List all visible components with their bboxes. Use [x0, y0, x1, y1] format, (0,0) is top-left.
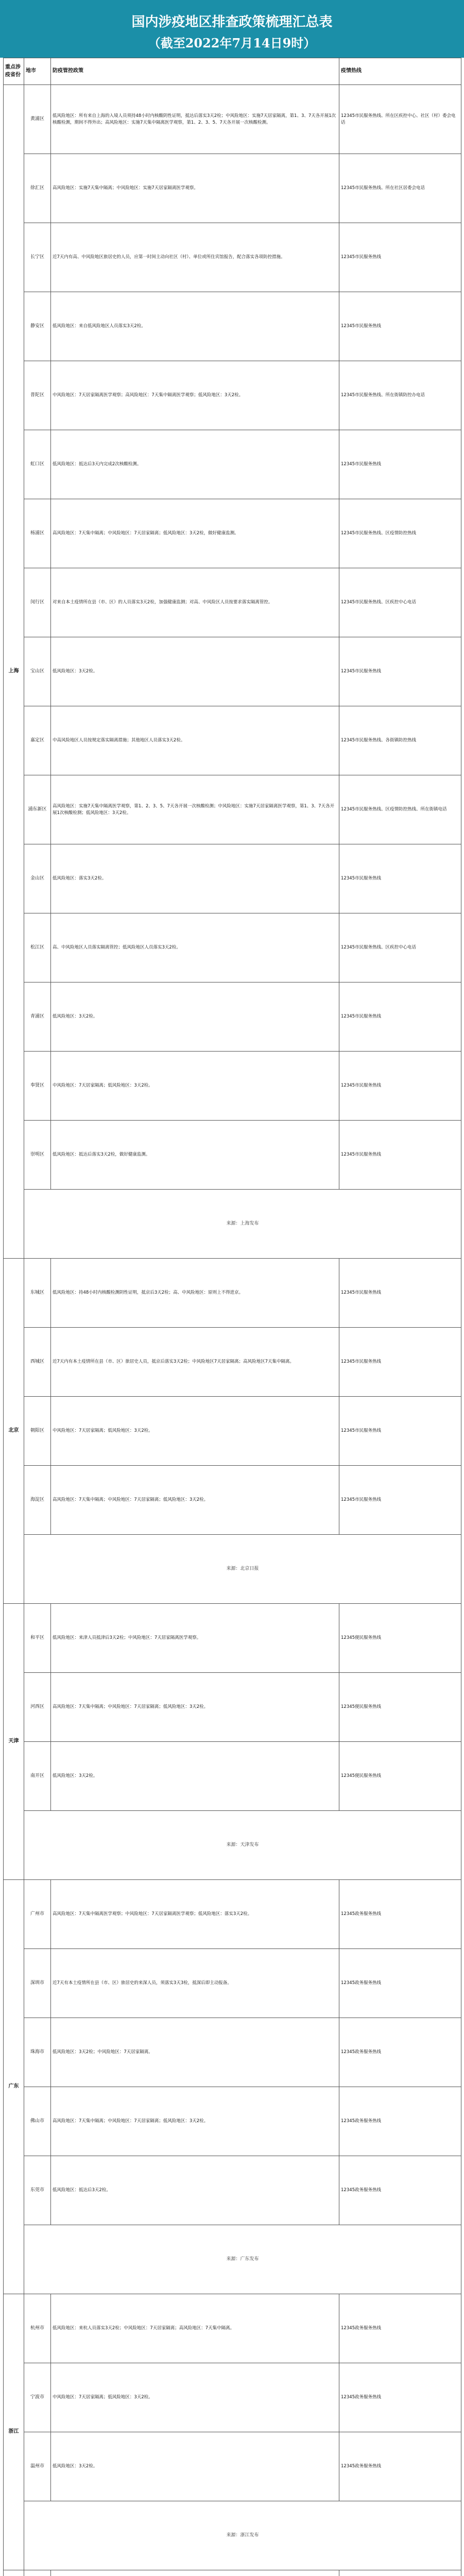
city-cell: 和平区 [24, 1604, 51, 1673]
table-row [4, 292, 461, 361]
table-row [4, 499, 461, 568]
table-row [4, 1949, 461, 2018]
city-cell: 静安区 [24, 292, 51, 361]
header-policy: 防疫管控政策 [51, 58, 339, 85]
table-row [4, 637, 461, 706]
table-row [4, 430, 461, 499]
source-note: 来源：上海发布 [24, 1190, 461, 1259]
city-cell: 徐汇区 [24, 154, 51, 223]
source-note: 来源：广东发布 [24, 2225, 461, 2294]
policy-cell: 低风险地区：来津人员抵津后3天2检；中风险地区：7天居家隔离医学观察。 [51, 1604, 339, 1673]
city-cell: 珠海市 [24, 2018, 51, 2087]
table-row [4, 361, 461, 430]
city-cell: 东城区 [24, 1259, 51, 1328]
policy-cell: 低风险地区：来自低风险地区人员落实3天2检。 [51, 292, 339, 361]
hotline-cell: 12345市民服务热线 [339, 844, 461, 913]
source-row [4, 1811, 461, 1880]
city-cell: 宁波市 [24, 2363, 51, 2432]
policy-cell: 高风险地区：实施7天集中隔离医学观察，第1、2、3、5、7天各开展一次核酸检测；中风险地区：实施7天居家隔离医学观察，第1、3、7天各开展1次核酸检测；低风险地区：3天2检。 [51, 775, 339, 844]
table-row [4, 1880, 461, 1949]
table-row [4, 2432, 461, 2501]
table-row [4, 1052, 461, 1121]
city-cell: 普陀区 [24, 361, 51, 430]
policy-cell: 低风险地区：3天2检。 [51, 982, 339, 1052]
hotline-cell: 12345市民服务热线 [339, 1121, 461, 1190]
source-note: 来源：浙江发布 [24, 2501, 461, 2570]
table-row [4, 2294, 461, 2363]
hotline-cell: 12345市民服务热线、区疫情防控热线 [339, 499, 461, 568]
hotline-cell: 12345政务服务热线 [339, 1880, 461, 1949]
city-cell: 西城区 [24, 1328, 51, 1397]
policy-cell: 低风险地区：落实3天2检。 [51, 844, 339, 913]
hotline-cell: 12345市民服务热线、区疫情防控热线、所在街镇电话 [339, 775, 461, 844]
city-cell: 朝阳区 [24, 1397, 51, 1466]
policy-cell: 高风险地区：实施7天集中隔离；中风险地区：实施7天居家隔离医学观察。 [51, 154, 339, 223]
hotline-cell [339, 2570, 461, 2576]
hotline-cell: 12345政务服务热线 [339, 2087, 461, 2156]
hotline-cell: 12345市民服务热线 [339, 1328, 461, 1397]
city-cell: 嘉定区 [24, 706, 51, 775]
table-body [4, 85, 461, 2576]
city-cell: 宝山区 [24, 637, 51, 706]
city-cell: 金山区 [24, 844, 51, 913]
city-cell: 奉贤区 [24, 1052, 51, 1121]
hotline-cell: 12345政务服务热线 [339, 2294, 461, 2363]
policy-cell: 低风险地区：抵达后3天2检。 [51, 2156, 339, 2225]
table-row [4, 223, 461, 292]
hotline-cell: 12345政务服务热线 [339, 1949, 461, 2018]
table-row [4, 2018, 461, 2087]
policy-cell [51, 2570, 339, 2576]
policy-cell: 高风险地区：7天集中隔离；中风险地区：7天居家隔离；低风险地区：3天2检，做好健康监测。 [51, 499, 339, 568]
table-row [4, 706, 461, 775]
city-cell: 南开区 [24, 1742, 51, 1811]
province-cell: 浙江 [4, 2294, 24, 2570]
table-row [4, 1328, 461, 1397]
table-row [4, 2156, 461, 2225]
policy-cell: 低风险地区：抵达后落实3天2检，做好健康监测。 [51, 1121, 339, 1190]
hotline-cell: 12345便民服务热线 [339, 1604, 461, 1673]
city-cell: 深圳市 [24, 1949, 51, 2018]
table-row [4, 1742, 461, 1811]
province-cell: 北京 [4, 1259, 24, 1604]
policy-cell: 中风险地区：7天居家隔离医学观察；高风险地区：7天集中隔离医学观察；低风险地区：3天2检。 [51, 361, 339, 430]
header-hotline: 疫情热线 [339, 58, 461, 85]
source-note: 来源：北京日报 [24, 1535, 461, 1604]
city-cell: 黄浦区 [24, 85, 51, 154]
table-row [4, 913, 461, 982]
hotline-cell: 12345政务服务热线 [339, 2363, 461, 2432]
city-cell: 东莞市 [24, 2156, 51, 2225]
policy-cell: 低风险地区：持48小时内核酸检测阴性证明，抵京后3天2检；高、中风险地区：原则上不得进京。 [51, 1259, 339, 1328]
policy-table [3, 58, 461, 2576]
table-header-row [4, 58, 461, 85]
table-row [4, 1466, 461, 1535]
city-cell: 杭州市 [24, 2294, 51, 2363]
table-row [4, 982, 461, 1052]
policy-cell: 对来自本土疫情所在县（市、区）的人员落实3天2检，加强健康监测；对高、中风险区人员按要求落实隔离管控。 [51, 568, 339, 637]
city-cell [24, 2570, 51, 2576]
policy-cell: 中风险地区：7天居家隔离；低风险地区：3天2检。 [51, 1397, 339, 1466]
policy-cell: 低风险地区：3天2检；中风险地区：7天居家隔离。 [51, 2018, 339, 2087]
source-row [4, 2501, 461, 2570]
hotline-cell: 12345市民服务热线 [339, 1397, 461, 1466]
source-row [4, 2225, 461, 2294]
hotline-cell: 12345市民服务热线、所在区疾控中心、社区（村）委会电话 [339, 85, 461, 154]
policy-cell: 低风险地区：3天2检。 [51, 1742, 339, 1811]
source-note: 来源：天津发布 [24, 1811, 461, 1880]
table-row [4, 1673, 461, 1742]
city-cell: 长宁区 [24, 223, 51, 292]
hotline-cell: 12345市民服务热线、各街镇防控热线 [339, 706, 461, 775]
city-cell: 青浦区 [24, 982, 51, 1052]
policy-cell: 高、中风险地区人员落实隔离管控；低风险地区人员落实3天2检。 [51, 913, 339, 982]
province-cell: 天津 [4, 1604, 24, 1880]
policy-cell: 近7天内有高、中风险地区旅居史的人员，应第一时间主动向社区（村）、单位或所住宾馆报告，配合落实各项防控措施。 [51, 223, 339, 292]
source-row [4, 1190, 461, 1259]
province-cell: 上海 [4, 85, 24, 1259]
table-row [4, 775, 461, 844]
city-cell: 海淀区 [24, 1466, 51, 1535]
hotline-cell: 12345市民服务热线、区疾控中心电话 [339, 913, 461, 982]
policy-cell: 高风险地区：7天集中隔离医学观察；中风险地区：7天居家隔离医学观察；低风险地区：落实3天2检。 [51, 1880, 339, 1949]
city-cell: 河西区 [24, 1673, 51, 1742]
table-row [4, 85, 461, 154]
policy-cell: 低风险地区：抵达后3天内完成2次核酸检测。 [51, 430, 339, 499]
policy-cell: 中风险地区：7天居家隔离；低风险地区：3天2检。 [51, 1052, 339, 1121]
city-cell: 崇明区 [24, 1121, 51, 1190]
hotline-cell: 12345市民服务热线 [339, 637, 461, 706]
policy-cell: 高风险地区：7天集中隔离；中风险地区：7天居家隔离；低风险地区：3天2检。 [51, 1673, 339, 1742]
policy-cell: 高风险地区：7天集中隔离；中风险地区：7天居家隔离；低风险地区：3天2检。 [51, 1466, 339, 1535]
table-row [4, 844, 461, 913]
hotline-cell: 12345市民服务热线、区疾控中心电话 [339, 568, 461, 637]
document-title: 国内涉疫地区排查政策梳理汇总表 [131, 14, 333, 30]
policy-cell: 低风险地区：3天2检。 [51, 637, 339, 706]
hotline-cell: 12345市民服务热线 [339, 1259, 461, 1328]
city-cell: 虹口区 [24, 430, 51, 499]
hotline-cell: 12345市民服务热线、所在街镇防控办电话 [339, 361, 461, 430]
city-cell: 温州市 [24, 2432, 51, 2501]
city-cell: 浦东新区 [24, 775, 51, 844]
hotline-cell: 12345市民服务热线、所在社区居委会电话 [339, 154, 461, 223]
policy-cell: 近7天内有本土疫情所在县（市、区）旅居史人员，抵京后落实3天2检；中风险地区7天居家隔离；高风险地区7天集中隔离。 [51, 1328, 339, 1397]
table-row [4, 1259, 461, 1328]
document-subtitle: （截至2022年7月14日9时） [148, 36, 316, 50]
table-row [4, 154, 461, 223]
city-cell: 佛山市 [24, 2087, 51, 2156]
policy-cell: 低风险地区：所有来自上海的入境人员须持48小时内核酸阴性证明，抵达后落实3天2检；中风险地区：实施7天居家隔离，第1、3、7天各开展1次核酸检测，期间不得外出；高风险地区：实施7天集中隔离医学观察，第1、2、3、5、7天各开展一次核酸检测。 [51, 85, 339, 154]
policy-cell: 高风险地区：7天集中隔离；中风险地区：7天居家隔离；低风险地区：3天2检。 [51, 2087, 339, 2156]
table-row [4, 1604, 461, 1673]
hotline-cell: 12345市民服务热线 [339, 223, 461, 292]
table-row [4, 2087, 461, 2156]
hotline-cell: 12345便民服务热线 [339, 1742, 461, 1811]
hotline-cell: 12345政务服务热线 [339, 2018, 461, 2087]
policy-cell: 低风险地区：来杭人员落实3天2检；中风险地区：7天居家隔离；高风险地区：7天集中隔离。 [51, 2294, 339, 2363]
hotline-cell: 12345市民服务热线 [339, 982, 461, 1052]
header-city: 地市 [24, 58, 51, 85]
policy-cell: 近7天有本土疫情所在县（市、区）旅居史的来深人员，须落实3天3检，抵深后即主动报备。 [51, 1949, 339, 2018]
city-cell: 杨浦区 [24, 499, 51, 568]
source-row [4, 1535, 461, 1604]
hotline-cell: 12345市民服务热线 [339, 430, 461, 499]
header-province: 重点涉疫省份 [4, 58, 24, 85]
policy-cell: 中高风险地区人员按规定落实隔离措施；其他地区人员落实3天2检。 [51, 706, 339, 775]
hotline-cell: 12345市民服务热线 [339, 292, 461, 361]
title-banner [0, 0, 464, 58]
province-cell [4, 2570, 24, 2576]
city-cell: 闵行区 [24, 568, 51, 637]
policy-cell: 中风险地区：7天居家隔离；低风险地区：3天2检。 [51, 2363, 339, 2432]
hotline-cell: 12345市民服务热线 [339, 1052, 461, 1121]
province-cell: 广东 [4, 1880, 24, 2294]
policy-cell: 低风险地区：3天2检。 [51, 2432, 339, 2501]
hotline-cell: 12345市民服务热线 [339, 1466, 461, 1535]
city-cell: 广州市 [24, 1880, 51, 1949]
city-cell: 松江区 [24, 913, 51, 982]
hotline-cell: 12345政务服务热线 [339, 2432, 461, 2501]
hotline-cell: 12345便民服务热线 [339, 1673, 461, 1742]
hotline-cell: 12345政务服务热线 [339, 2156, 461, 2225]
table-row [4, 1121, 461, 1190]
table-row [4, 2570, 461, 2576]
table-row [4, 568, 461, 637]
table-row [4, 2363, 461, 2432]
table-row [4, 1397, 461, 1466]
